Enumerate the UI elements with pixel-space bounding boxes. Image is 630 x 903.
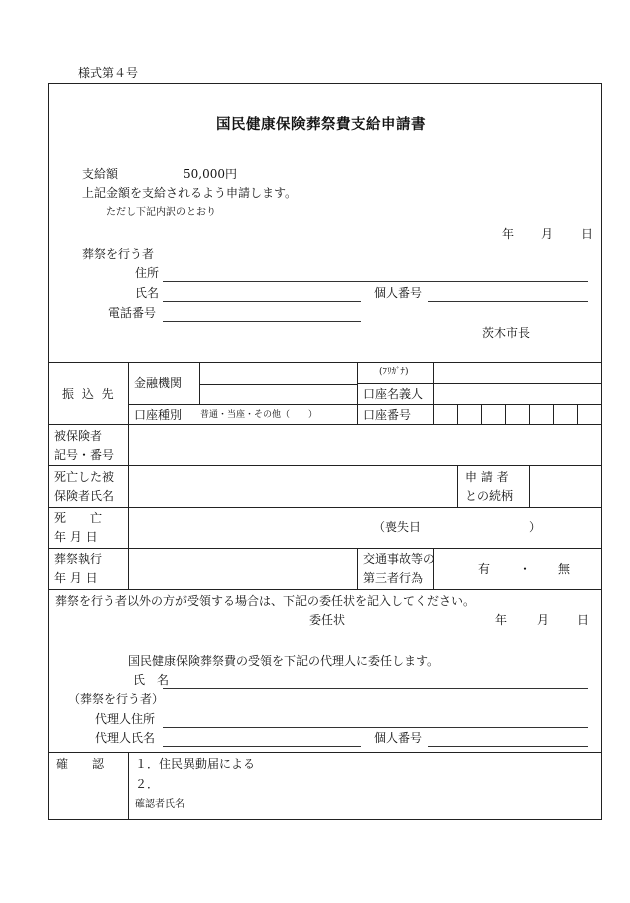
grid-line	[48, 589, 602, 590]
date-day: 日	[581, 227, 594, 241]
grid-line	[481, 404, 482, 424]
applicant-heading: 葬祭を行う者	[82, 247, 155, 261]
bank-name-field[interactable]	[200, 363, 357, 404]
grid-line	[553, 404, 554, 424]
amount-value: 50,000円	[183, 167, 237, 181]
death-label-1: 死 亡	[54, 511, 103, 525]
applicant-phone-label: 電話番号	[108, 306, 157, 320]
applicant-name-label: 氏名	[135, 286, 160, 300]
grid-line	[457, 465, 458, 507]
accident-separator: ・	[519, 562, 532, 576]
agent-mynumber-label: 個人番号	[374, 731, 423, 745]
grid-line	[128, 752, 129, 820]
funeral-label-1: 葬祭執行	[54, 552, 103, 566]
delegation-heading: 委任状	[309, 613, 346, 627]
relation-label-2: との続柄	[465, 489, 514, 503]
furigana-field[interactable]	[434, 363, 601, 383]
holder-label: 口座名義人	[363, 387, 424, 401]
account-type-label: 口座種別	[134, 408, 183, 422]
request-text: 上記金額を支給されるよう申請します。	[82, 186, 298, 200]
account-type-options[interactable]: 普通・当座・その他（ ）	[200, 410, 318, 420]
agent-address-label: 代理人住所	[95, 712, 156, 726]
delegation-year: 年	[495, 613, 508, 627]
form-title: 国民健康保険葬祭費支給申請書	[216, 116, 426, 133]
agent-name-line[interactable]	[163, 746, 361, 747]
accident-yes-option[interactable]: 有	[478, 562, 491, 576]
grid-line	[357, 548, 358, 589]
form-number: 様式第４号	[78, 66, 139, 80]
confirmer-name-label: 確認者氏名	[135, 799, 185, 810]
confirmation-item-2[interactable]: ２．	[135, 777, 160, 791]
funeral-label-2: 年 月 日	[54, 571, 98, 585]
bank-label: 金融機関	[134, 376, 183, 390]
insured-symbol-label-2: 記号・番号	[54, 448, 115, 462]
accident-no-option[interactable]: 無	[558, 562, 571, 576]
applicant-address-label: 住所	[135, 266, 160, 280]
delegator-role-label: （葬祭を行う者）	[68, 692, 165, 706]
amount-label: 支給額	[82, 167, 119, 181]
relation-field[interactable]	[530, 466, 601, 507]
holder-field[interactable]	[434, 384, 601, 404]
accident-label-2: 第三者行為	[363, 571, 424, 585]
delegator-name-label: 氏 名	[133, 673, 170, 687]
date-month: 月	[541, 227, 554, 241]
delegator-name-line[interactable]	[163, 688, 588, 689]
grid-line	[505, 404, 506, 424]
deceased-name-field[interactable]	[129, 466, 457, 507]
deceased-label-2: 保険者氏名	[54, 489, 115, 503]
confirmation-item-1[interactable]: １．住民異動届による	[135, 757, 256, 771]
applicant-address-line[interactable]	[163, 281, 588, 282]
grid-line	[129, 404, 602, 405]
insured-symbol-field[interactable]	[129, 425, 601, 465]
loss-date-field[interactable]: （喪失日 ）	[373, 520, 542, 534]
agent-address-line[interactable]	[163, 727, 588, 728]
grid-line	[48, 752, 602, 753]
delegation-month: 月	[537, 613, 550, 627]
applicant-mynumber-label: 個人番号	[374, 286, 423, 300]
transfer-label: 振 込 先	[62, 387, 116, 401]
accident-label-1: 交通事故等の	[363, 552, 436, 566]
delegation-statement: 国民健康保険葬祭費の受領を下記の代理人に委任します。	[128, 654, 440, 668]
grid-line	[457, 404, 458, 424]
relation-label-1: 申 請 者	[465, 470, 509, 484]
agent-name-label: 代理人氏名	[95, 731, 156, 745]
grid-line	[577, 404, 578, 424]
delegation-notice: 葬祭を行う者以外の方が受領する場合は、下記の委任状を記入してください。	[55, 594, 476, 608]
account-number-label: 口座番号	[363, 408, 412, 422]
grid-line	[357, 362, 358, 424]
date-year: 年	[502, 227, 515, 241]
note-text: ただし下記内訳のとおり	[106, 207, 216, 218]
deceased-label-1: 死亡した被	[54, 470, 115, 484]
grid-line	[48, 507, 602, 508]
addressee: 茨木市長	[482, 326, 531, 340]
agent-mynumber-line[interactable]	[428, 746, 588, 747]
grid-line	[529, 404, 530, 424]
applicant-phone-line[interactable]	[163, 321, 361, 322]
confirmation-label: 確 認	[56, 757, 105, 771]
funeral-date-field[interactable]	[129, 549, 357, 589]
applicant-mynumber-line[interactable]	[428, 301, 588, 302]
furigana-label: (ﾌﾘｶﾞﾅ)	[379, 367, 409, 377]
death-label-2: 年 月 日	[54, 530, 98, 544]
delegation-day: 日	[577, 613, 590, 627]
insured-symbol-label-1: 被保険者	[54, 429, 103, 443]
applicant-name-line[interactable]	[163, 301, 361, 302]
